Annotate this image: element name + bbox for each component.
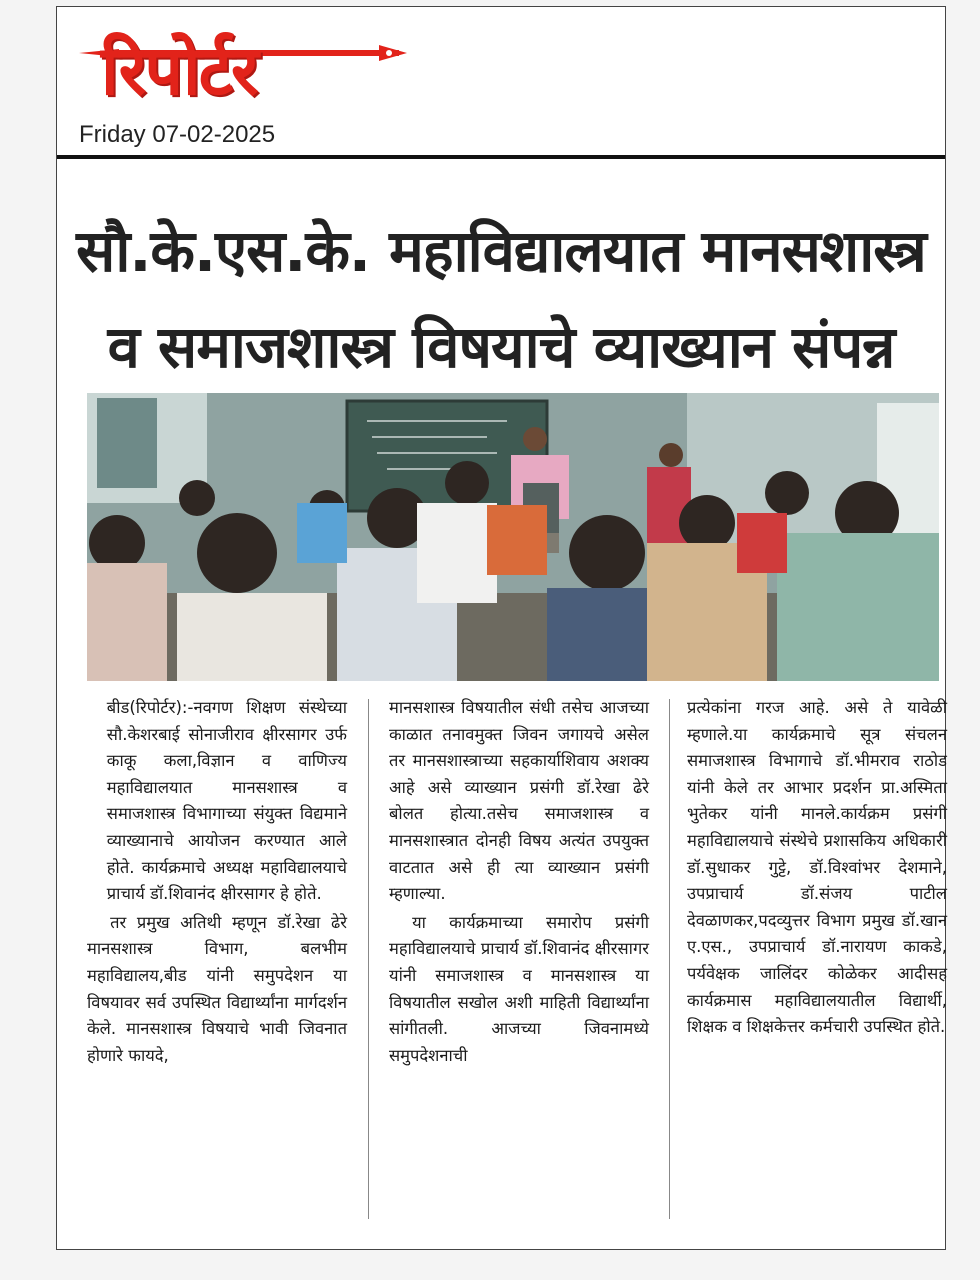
newspaper-clipping xyxy=(56,6,946,1250)
column-divider xyxy=(669,699,670,1219)
article-column-3 xyxy=(687,695,947,1041)
article-column-1 xyxy=(87,695,347,1069)
paragraph: प्रत्येकांना गरज आहे. असे ते यावेळी म्हणाले.या कार्यक्रमाचे सूत्र संचलन समाजशास्त्र विभागाचे डॉ.भीमराव राठोड यांनी केले तर आभार प्रदर्शन प्रा.अस्मिता भुतेकर यांनी मानले.कार्यक्रम प्रसंगी महाविद्यालयाचे संस्थेचे प्रशासकिय अधिकारी डॉ.सुधाकर गुट्टे, डॉ.विश्वांभर देशमाने, उपप्राचार्य डॉ.संजय पाटील देवळाणकर,पदव्युत्तर विभाग प्रमुख डॉ.खान ए.एस., उपप्राचार्य डॉ.नारायण काकडे, पर्यवेक्षक जालिंदर कोळेकर आदीसह कार्यक्रमास महाविद्यालयातील विद्यार्थी, शिक्षक व शिक्षकेत्तर कर्मचारी उपस्थित होते. xyxy=(687,698,947,1037)
paragraph: या कार्यक्रमाच्या समारोप प्रसंगी महाविद्यालयाचे प्राचार्य डॉ.शिवानंद क्षीरसागर यांनी समाजशास्त्र व मानसशास्त्र या विषयातील सखोल अशी माहिती विद्यार्थ्यांना सांगीतली. आजच्या जिवनामध्ये समुपदेशनाची xyxy=(389,912,649,1065)
logo-text: रिपोर्टर xyxy=(101,32,257,111)
article-body xyxy=(87,695,945,1235)
column-divider xyxy=(368,699,369,1219)
issue-date: Friday 07-02-2025 xyxy=(79,121,276,148)
reporter-logo xyxy=(79,17,409,117)
lecture-photo xyxy=(87,393,939,681)
paragraph: मानसशास्त्र विषयातील संधी तसेच आजच्या काळात तनावमुक्त जिवन जगायचे असेल तर मानसशास्त्राच्या सहकार्याशिवाय अशक्य आहे असे व्याख्यान प्रसंगी डॉ.रेखा ढेरे बोलत होत्या.तसेच समाजशास्त्र व मानसशास्त्रात दोनही विषय अत्यंत उपयुक्त वाटतात असे ही त्या व्याख्यान प्रसंगी म्हणाल्या. xyxy=(389,698,649,904)
paragraph: बीड(रिपोर्टर):-नवगण शिक्षण संस्थेच्या सौ.केशरबाई सोनाजीराव क्षीरसागर उर्फ काकू कला,विज्ञान व वाणिज्य महाविद्यालयात मानसशास्त्र व समाजशास्त्र विभागाच्या संयुक्त विद्यमाने व्याख्यानाचे आयोजन करण्यात आले होते. कार्यक्रमाचे अध्यक्ष महाविद्यालयाचे प्राचार्य डॉ.शिवानंद क्षीरसागर हे होते. xyxy=(106,698,347,904)
headline-line-2: व समाजशास्त्र विषयाचे व्याख्यान संपन्न xyxy=(107,313,895,381)
headline-line-1: सौ.के.एस.के. महाविद्यालयात मानसशास्त्र xyxy=(76,217,926,285)
article-column-2 xyxy=(389,695,649,1069)
masthead-rule xyxy=(57,155,945,159)
paragraph: तर प्रमुख अतिथी म्हणून डॉ.रेखा ढेरे मानसशास्त्र विभाग, बलभीम महाविद्यालय,बीड यांनी समुपदेशन या विषयावर सर्व उपस्थित विद्यार्थ्यांना मार्गदर्शन केले. मानसशास्त्र विषयाचे भावी जिवनात होणारे फायदे, xyxy=(87,912,347,1065)
article-headline xyxy=(71,203,931,395)
masthead xyxy=(71,13,931,163)
